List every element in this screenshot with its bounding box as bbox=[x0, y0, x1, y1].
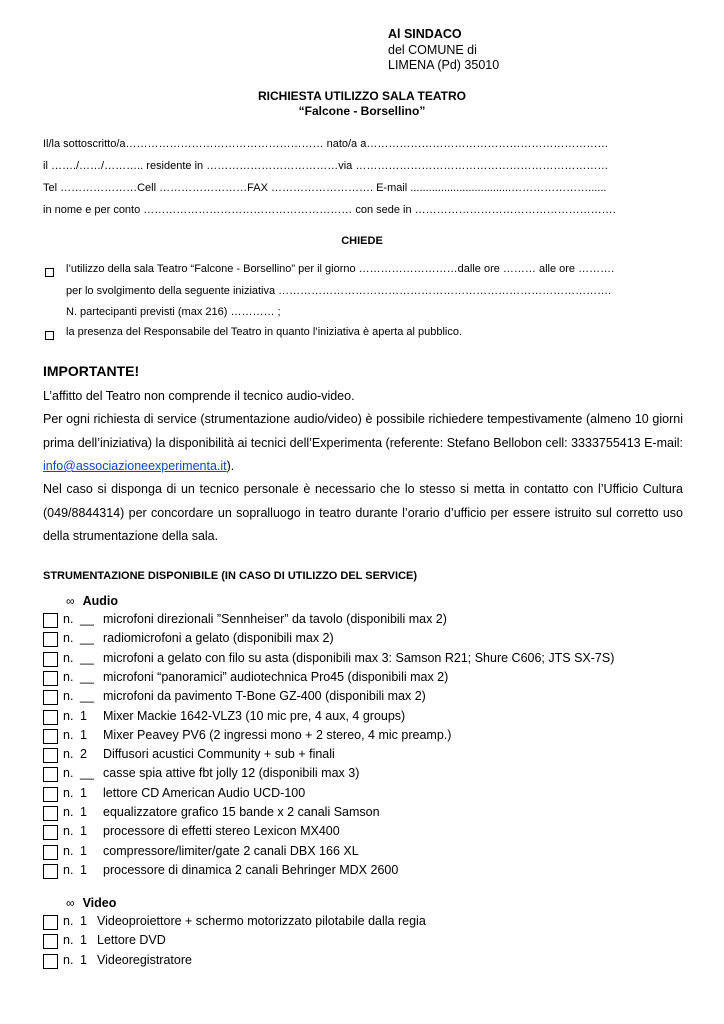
audio-item-description: processore di dinamica 2 canali Behringer MDX 2600 bbox=[103, 862, 399, 877]
audio-item-checkbox[interactable] bbox=[43, 632, 58, 647]
audio-item-quantity: __ bbox=[80, 669, 94, 684]
equipment-title: STRUMENTAZIONE DISPONIBILE (IN CASO DI UTILIZZO DEL SERVICE) bbox=[43, 570, 418, 582]
audio-item-number-label: n. bbox=[63, 612, 74, 626]
audio-item-quantity: __ bbox=[80, 612, 94, 626]
audio-item-checkbox[interactable] bbox=[43, 729, 58, 744]
addressee-line-3: LIMENA (Pd) 35010 bbox=[388, 58, 500, 72]
infinity-bullet-icon: ∞ bbox=[66, 594, 75, 608]
video-item-quantity: 1 bbox=[80, 914, 87, 928]
paragraph-2-end: ). bbox=[226, 459, 235, 473]
audio-item-checkbox[interactable] bbox=[43, 710, 58, 725]
audio-item-quantity: __ bbox=[80, 631, 94, 646]
audio-item-quantity: 2 bbox=[80, 747, 87, 762]
form-line-contacts[interactable]: Tel …………………Cell ……………………FAX ………………………. E-mail .................................…………………...... bbox=[43, 182, 607, 194]
addressee-line-1: Al SINDACO bbox=[388, 27, 462, 41]
video-item-number-label: n. bbox=[63, 952, 74, 967]
chiede-heading: CHIEDE bbox=[341, 235, 383, 247]
audio-item-description: Mixer Peavey PV6 (2 ingressi mono + 2 stereo, 4 mic preamp.) bbox=[103, 727, 452, 742]
audio-item-description: compressore/limiter/gate 2 canali DBX 166 XL bbox=[103, 843, 359, 858]
audio-item-checkbox[interactable] bbox=[43, 652, 58, 667]
audio-item-quantity: 1 bbox=[80, 708, 87, 723]
audio-item-checkbox[interactable] bbox=[43, 825, 58, 840]
audio-item-description: microfoni a gelato con filo su asta (disponibili max 3: Samson R21; Shure C606; JTS SX-7S) bbox=[103, 650, 615, 665]
infinity-bullet-icon: ∞ bbox=[66, 896, 75, 910]
video-heading-label: Video bbox=[82, 896, 117, 910]
document-title bbox=[0, 89, 724, 119]
video-item-quantity: 1 bbox=[80, 933, 87, 948]
video-item-description: Videoproiettore + schermo motorizzato pilotabile dalla regia bbox=[97, 914, 426, 928]
audio-item-description: casse spia attive fbt jolly 12 (disponibili max 3) bbox=[103, 766, 360, 781]
video-item-checkbox[interactable] bbox=[43, 915, 58, 930]
important-paragraph-2 bbox=[43, 408, 683, 479]
audio-item-quantity: __ bbox=[80, 650, 94, 665]
paragraph-2-text: Per ogni richiesta di service (strumentazione audio/video) è possibile richiedere tempestivamente (almeno 10 giorni prima dell’iniziativa) la disponibilità ai tecnici dell’Experimenta (referente: Stefano Bellobon cell: 3333755413 E-mail: bbox=[43, 412, 683, 450]
request-text-1: l’utilizzo della sala Teatro “Falcone - Borsellino” per il giorno ………………………dalle ore ……… alle ore ………. bbox=[66, 263, 615, 275]
video-item-checkbox[interactable] bbox=[43, 954, 58, 969]
audio-item-checkbox[interactable] bbox=[43, 787, 58, 802]
request-checkbox-1[interactable] bbox=[45, 268, 54, 277]
audio-item-quantity: 1 bbox=[80, 824, 87, 839]
audio-heading bbox=[66, 594, 118, 608]
addressee-block bbox=[388, 27, 499, 74]
audio-item-checkbox[interactable] bbox=[43, 806, 58, 821]
form-line-applicant[interactable]: Il/la sottoscritto/a……………………………………………… nato/a a………………………………………………………… bbox=[43, 138, 609, 150]
audio-item-quantity: __ bbox=[80, 689, 94, 704]
request-checkbox-2[interactable] bbox=[45, 331, 54, 340]
audio-item-checkbox[interactable] bbox=[43, 748, 58, 763]
video-item-number-label: n. bbox=[63, 914, 74, 928]
audio-item-description: lettore CD American Audio UCD-100 bbox=[103, 785, 306, 800]
form-line-residence[interactable]: il ……./……/……….. residente in ………………………………via …………………………………………………………… bbox=[43, 160, 609, 172]
audio-item-number-label: n. bbox=[63, 650, 74, 665]
audio-item-checkbox[interactable] bbox=[43, 613, 58, 628]
audio-item-number-label: n. bbox=[63, 785, 74, 800]
important-heading: IMPORTANTE! bbox=[43, 363, 140, 379]
important-paragraph-3: Nel caso si disponga di un tecnico personale è necessario che lo stesso si metta in contatto con l’Ufficio Cultura (049/8844314) per concordare un sopralluogo in teatro durante l’orario d’ufficio per essere istruito sul corretto uso della strumentazione della sala. bbox=[43, 482, 683, 543]
audio-item-number-label: n. bbox=[63, 766, 74, 781]
addressee-line-2: del COMUNE di bbox=[388, 42, 477, 57]
request-text-3: N. partecipanti previsti (max 216) ………… ; bbox=[66, 306, 281, 318]
title-line-2: “Falcone - Borsellino” bbox=[298, 104, 426, 118]
audio-item-number-label: n. bbox=[63, 727, 74, 742]
audio-item-checkbox[interactable] bbox=[43, 671, 58, 686]
audio-item-quantity: 1 bbox=[80, 862, 87, 877]
video-item-checkbox[interactable] bbox=[43, 934, 58, 949]
audio-item-quantity: 1 bbox=[80, 805, 87, 819]
video-heading bbox=[66, 896, 116, 910]
audio-item-number-label: n. bbox=[63, 669, 74, 684]
audio-heading-label: Audio bbox=[82, 594, 118, 608]
video-item-description: Videoregistratore bbox=[97, 952, 192, 967]
audio-item-number-label: n. bbox=[63, 824, 74, 839]
audio-item-description: microfoni da pavimento T-Bone GZ-400 (disponibili max 2) bbox=[103, 689, 426, 704]
video-item-description: Lettore DVD bbox=[97, 933, 166, 948]
title-line-1: RICHIESTA UTILIZZO SALA TEATRO bbox=[258, 89, 466, 103]
audio-item-quantity: 1 bbox=[80, 727, 87, 742]
audio-item-checkbox[interactable] bbox=[43, 767, 58, 782]
audio-item-checkbox[interactable] bbox=[43, 845, 58, 860]
request-text-2: per lo svolgimento della seguente iniziativa ………………………………………………………………………………. bbox=[66, 285, 612, 297]
audio-item-checkbox[interactable] bbox=[43, 690, 58, 705]
audio-item-number-label: n. bbox=[63, 747, 74, 762]
video-item-quantity: 1 bbox=[80, 952, 87, 967]
important-paragraph-1: L’affitto del Teatro non comprende il tecnico audio-video. bbox=[43, 389, 355, 403]
audio-item-checkbox[interactable] bbox=[43, 864, 58, 879]
audio-item-quantity: 1 bbox=[80, 843, 87, 858]
request-text-4: la presenza del Responsabile del Teatro in quanto l’iniziativa è aperta al pubblico. bbox=[66, 326, 463, 338]
form-line-behalf[interactable]: in nome e per conto ………………………………………………… con sede in ………………………………………………. bbox=[43, 204, 616, 216]
audio-item-number-label: n. bbox=[63, 631, 74, 646]
request-line-4 bbox=[45, 329, 54, 341]
audio-item-description: Mixer Mackie 1642-VLZ3 (10 mic pre, 4 aux, 4 groups) bbox=[103, 708, 406, 723]
audio-item-number-label: n. bbox=[63, 689, 74, 704]
audio-item-description: microfoni direzionali ”Sennheiser” da tavolo (disponibili max 2) bbox=[103, 612, 447, 626]
audio-item-quantity: 1 bbox=[80, 785, 87, 800]
video-item-number-label: n. bbox=[63, 933, 74, 948]
email-link[interactable]: info@associazioneexperimenta.it bbox=[43, 459, 227, 473]
audio-item-description: Diffusori acustici Community + sub + finali bbox=[103, 747, 335, 762]
request-line-1 bbox=[45, 266, 54, 278]
audio-item-description: equalizzatore grafico 15 bande x 2 canali Samson bbox=[103, 805, 380, 819]
audio-item-number-label: n. bbox=[63, 843, 74, 858]
audio-item-description: microfoni “panoramici” audiotechnica Pro45 (disponibili max 2) bbox=[103, 669, 449, 684]
audio-item-number-label: n. bbox=[63, 805, 74, 819]
audio-item-description: processore di effetti stereo Lexicon MX400 bbox=[103, 824, 340, 839]
audio-item-number-label: n. bbox=[63, 862, 74, 877]
audio-item-number-label: n. bbox=[63, 708, 74, 723]
audio-item-description: radiomicrofoni a gelato (disponibili max 2) bbox=[103, 631, 334, 646]
audio-item-quantity: __ bbox=[80, 766, 94, 781]
